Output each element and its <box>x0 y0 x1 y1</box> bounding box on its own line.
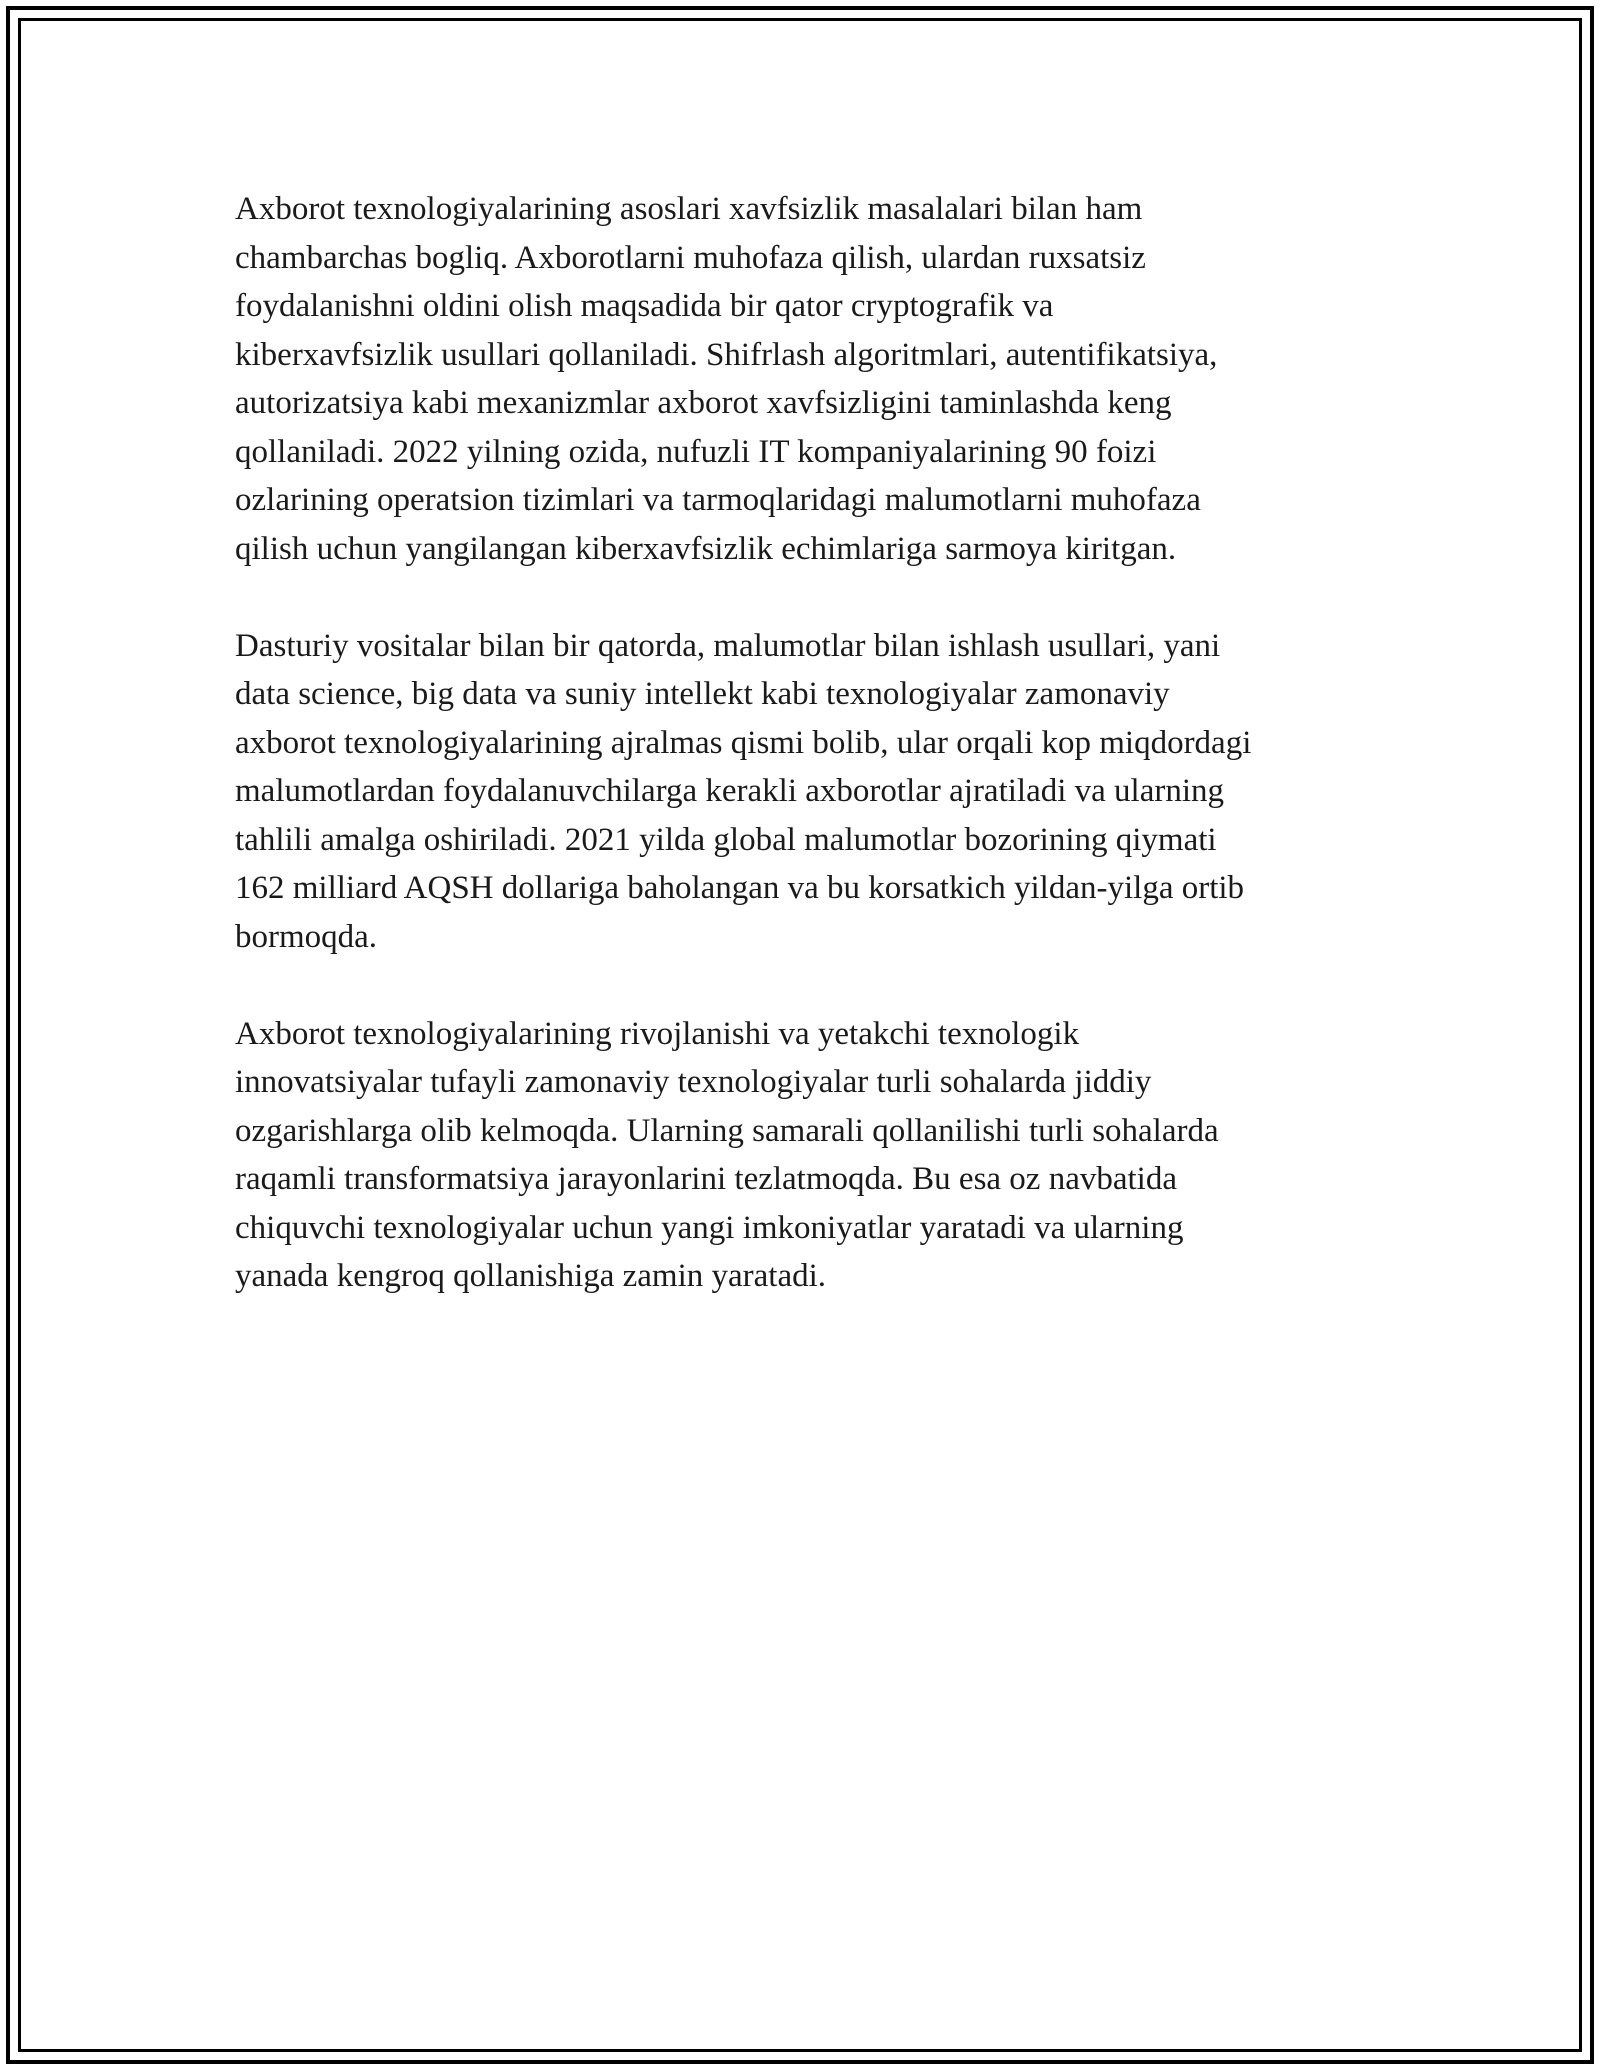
text-line: Axborot texnologiyalarining asoslari xavfsizlik masalalari bilan ham <box>235 191 1143 227</box>
paragraph-security <box>235 185 1375 573</box>
text-line: Dasturiy vositalar bilan bir qatorda, malumotlar bilan ishlash usullari, yani <box>235 627 1221 664</box>
text-line: data science, big data va suniy intellekt kabi texnologiyalar zamonaviy <box>235 676 1170 712</box>
text-line: qollaniladi. 2022 yilning ozida, nufuzli IT kompaniyalarining 90 foizi <box>235 433 1157 470</box>
paragraph-innovations <box>235 1010 1375 1301</box>
text-line: autorizatsiya kabi mexanizmlar axborot xavfsizligini taminlashda keng <box>235 385 1172 421</box>
document-body <box>235 185 1375 1349</box>
paragraph-data-science <box>235 622 1375 962</box>
text-line: qilish uchun yangilangan kiberxavfsizlik echimlariga sarmoya kiritgan. <box>235 530 1177 567</box>
text-line: innovatsiyalar tufayli zamonaviy texnologiyalar turli sohalarda jiddiy <box>235 1064 1152 1100</box>
text-line: chambarchas bogliq. Axborotlarni muhofaza qilish, ulardan ruxsatsiz <box>235 239 1146 276</box>
text-line: raqamli transformatsiya jarayonlarini tezlatmoqda. Bu esa oz navbatida <box>235 1161 1177 1197</box>
text-line: yanada kengroq qollanishiga zamin yaratadi. <box>235 1258 827 1294</box>
text-line: axborot texnologiyalarining ajralmas qismi bolib, ular orqali kop miqdordagi <box>235 724 1252 761</box>
text-line: bormoqda. <box>235 918 378 955</box>
text-line: foydalanishni oldini olish maqsadida bir qator cryptografik va <box>235 288 1054 324</box>
text-line: chiquvchi texnologiyalar uchun yangi imkoniyatlar yaratadi va ularning <box>235 1209 1184 1246</box>
text-line: tahlili amalga oshiriladi. 2021 yilda global malumotlar bozorining qiymati <box>235 821 1217 858</box>
text-line: ozlarining operatsion tizimlari va tarmoqlaridagi malumotlarni muhofaza <box>235 482 1201 518</box>
text-line: ozgarishlarga olib kelmoqda. Ularning samarali qollanilishi turli sohalarda <box>235 1112 1219 1149</box>
text-line: kiberxavfsizlik usullari qollaniladi. Shifrlash algoritmlari, autentifikatsiya, <box>235 336 1218 373</box>
text-line: 162 milliard AQSH dollariga baholangan va bu korsatkich yildan-yilga ortib <box>235 870 1245 906</box>
text-line: Axborot texnologiyalarining rivojlanishi va yetakchi texnologik <box>235 1015 1080 1052</box>
text-line: malumotlardan foydalanuvchilarga kerakli axborotlar ajratiladi va ularning <box>235 773 1225 809</box>
